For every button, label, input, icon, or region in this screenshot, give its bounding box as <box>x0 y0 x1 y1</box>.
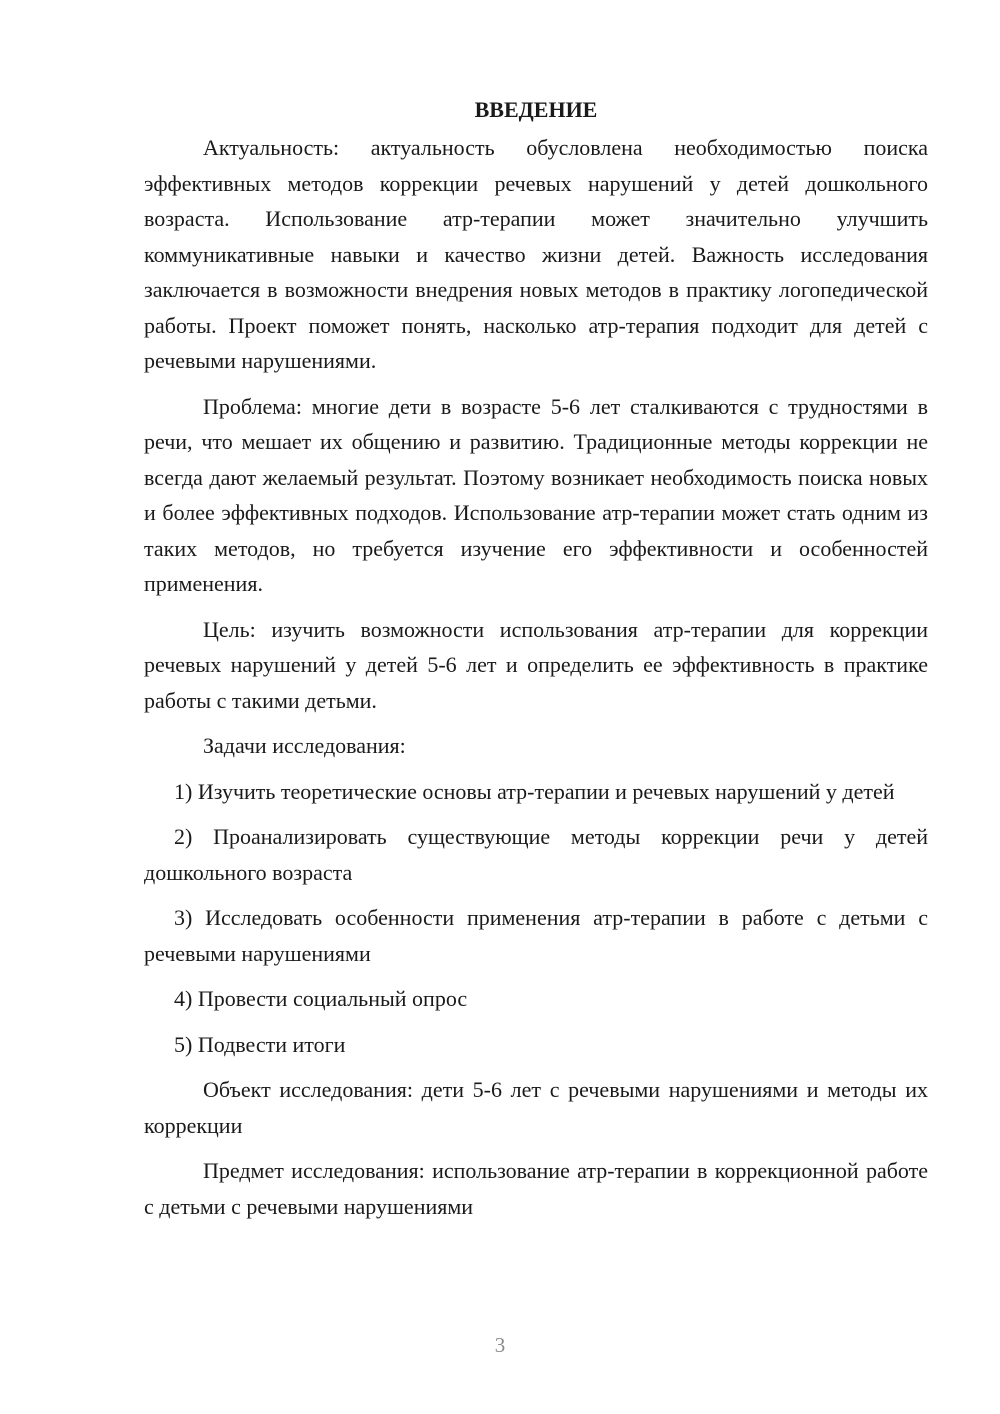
task-item-1: 1) Изучить теоретические основы атр-терапии и речевых нарушений у детей <box>174 778 895 804</box>
tasks-heading: Задачи исследования: <box>203 733 406 758</box>
object-paragraph: Объект исследования: дети 5-6 лет с речевыми нарушениями и методы их коррекции <box>144 1077 928 1138</box>
page-title: ВВЕДЕНИЕ <box>474 97 598 122</box>
goal-paragraph: Цель: изучить возможности использования атр-терапии для коррекции речевых нарушений у детей 5-6 лет и определить ее эффективность в практике работы с такими детьми. <box>144 616 928 713</box>
document-page <box>144 92 928 1234</box>
relevance-paragraph: Актуальность: актуальность обусловлена необходимостью поиска эффективных методов коррекции речевых нарушений у детей дошкольного возраста. Использование атр-терапии может значительно улучшить коммуникативные навыки и качество жизни детей. Важность исследования заключается в возможности внедрения новых методов в практику логопедической работы. Проект поможет понять, насколько атр-терапия подходит для детей с речевыми нарушениями. <box>144 135 928 373</box>
task-item-5: 5) Подвести итоги <box>174 1031 346 1057</box>
page-number: 3 <box>494 1333 506 1357</box>
task-item-4: 4) Провести социальный опрос <box>174 986 468 1011</box>
subject-paragraph: Предмет исследования: использование атр-терапии в коррекционной работе с детьми с речевыми нарушениями <box>144 1158 928 1219</box>
problem-paragraph: Проблема: многие дети в возрасте 5-6 лет сталкиваются с трудностями в речи, что мешает их общению и развитию. Традиционные методы коррекции не всегда дают желаемый результат. Поэтому возникает необходимость поиска новых и более эффективных подходов. Использование атр-терапии может стать одним из таких методов, но требуется изучение его эффективности и особенностей применения. <box>144 393 928 596</box>
task-item-3: 3) Исследовать особенности применения атр-терапии в работе с детьми с речевыми нарушениями <box>144 905 928 966</box>
task-item-2: 2) Проанализировать существующие методы коррекции речи у детей дошкольного возраста <box>144 824 928 885</box>
